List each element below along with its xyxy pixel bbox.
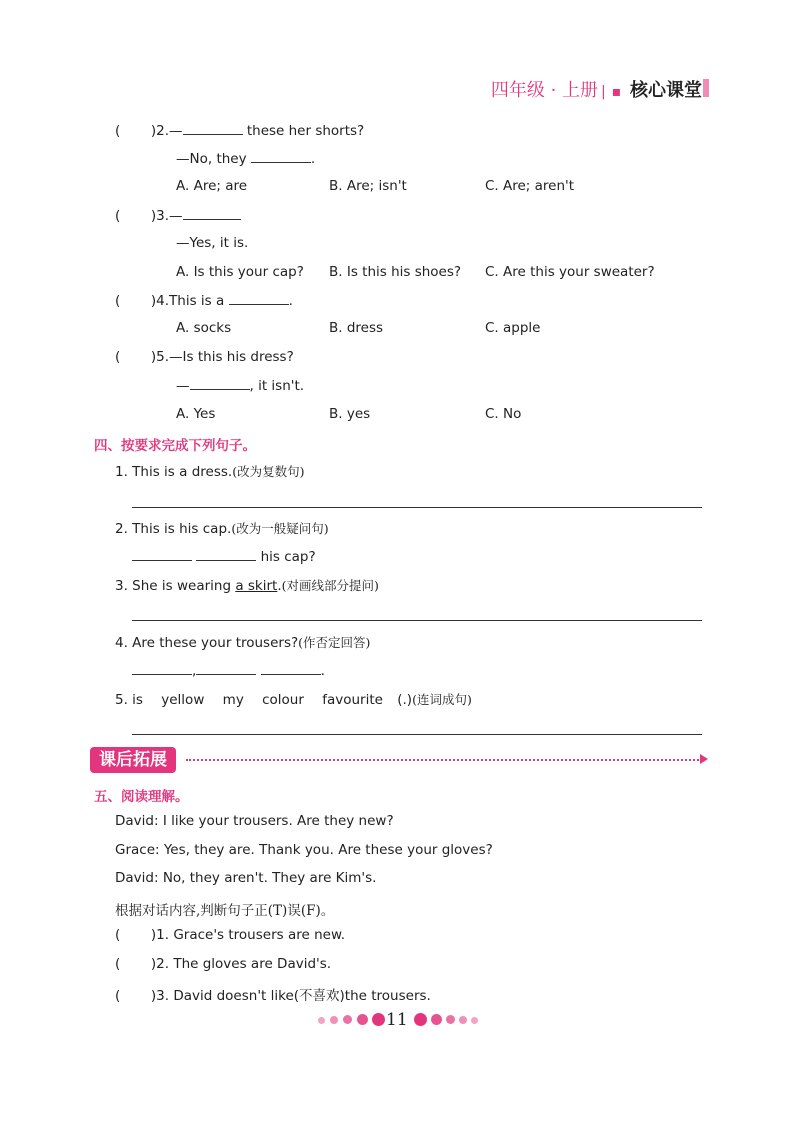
answer-row-2: his cap? (132, 548, 316, 565)
dot (330, 1016, 338, 1024)
grade-label: 四年级 · 上册 (490, 80, 599, 101)
rewrite-question-4: 4. Are these your trousers?(作否定回答) (115, 635, 371, 651)
judge-item: ( )3. David doesn't like(不喜欢)the trousers. (115, 988, 431, 1004)
answer-line[interactable] (132, 507, 702, 508)
judge-item: ( )1. Grace's trousers are new. (115, 927, 346, 943)
arrow-right-icon (700, 754, 708, 764)
page-header (491, 76, 702, 102)
answer-bracket-space[interactable] (125, 208, 147, 220)
dot (459, 1016, 467, 1024)
fill-blank[interactable] (183, 207, 241, 220)
rewrite-question-5: 5. is yellow my colour favourite (.)(连词成句) (115, 692, 472, 708)
fill-blank[interactable] (183, 122, 243, 135)
question-row: ( )5.—Is this his dress? (115, 349, 294, 365)
answer-line[interactable] (132, 620, 702, 621)
judge-item: ( )2. The gloves are David's. (115, 956, 332, 972)
dot (446, 1015, 455, 1024)
question-row: ( )4.This is a . (115, 293, 293, 309)
dot (431, 1014, 442, 1025)
header-bullet-icon: ▪ (611, 84, 622, 100)
fill-blank[interactable] (132, 548, 192, 561)
question-line2: —No, they . (176, 151, 316, 167)
underlined-phrase: a skirt (235, 578, 278, 594)
option-b: B. yes (329, 406, 371, 422)
fill-blank[interactable] (190, 377, 250, 390)
extension-banner (90, 747, 182, 773)
answer-line[interactable] (132, 734, 702, 735)
option-a: A. Are; are (176, 178, 248, 194)
dot (471, 1017, 478, 1024)
fill-blank[interactable] (261, 662, 321, 675)
dot (372, 1013, 385, 1026)
option-a: A. Yes (176, 406, 216, 422)
section-4-title: 四、按要求完成下列句子。 (94, 438, 256, 454)
dialogue-line: Grace: Yes, they are. Thank you. Are these your gloves? (115, 842, 493, 858)
dot (357, 1014, 368, 1025)
question-row: ( )2.— these her shorts? (115, 123, 365, 139)
question-line2: — , it isn't. (176, 378, 305, 394)
rewrite-question-1: 1. This is a dress.(改为复数句) (115, 464, 305, 480)
book-title: 核心课堂 (630, 80, 702, 101)
banner-label: 课后拓展 (90, 747, 176, 773)
answer-bracket-space[interactable] (125, 927, 147, 939)
dialogue-line: David: I like your trousers. Are they new? (115, 813, 394, 829)
answer-bracket-space[interactable] (125, 293, 147, 305)
fill-blank[interactable] (132, 662, 192, 675)
answer-bracket-space[interactable] (125, 123, 147, 135)
fill-blank[interactable] (229, 292, 289, 305)
option-b: B. dress (329, 320, 384, 336)
fill-blank[interactable] (251, 150, 311, 163)
rewrite-question-3: 3. She is wearing a skirt.(对画线部分提问) (115, 578, 379, 594)
option-a: A. socks (176, 320, 232, 336)
question-line2: —Yes, it is. (176, 235, 249, 251)
header-accent-bar (703, 79, 709, 97)
option-a: A. Is this your cap? (176, 264, 304, 280)
banner-dotted-line (186, 759, 702, 761)
answer-bracket-space[interactable] (125, 988, 147, 1000)
option-c: C. apple (485, 320, 541, 336)
option-b: B. Are; isn't (329, 178, 407, 194)
section-5-title: 五、阅读理解。 (94, 789, 189, 805)
answer-bracket-space[interactable] (125, 956, 147, 968)
option-c: C. No (485, 406, 522, 422)
dot (318, 1017, 325, 1024)
answer-row-4: , . (132, 662, 325, 679)
answer-bracket-space[interactable] (125, 349, 147, 361)
dialogue-line: David: No, they aren't. They are Kim's. (115, 870, 377, 886)
dot (343, 1015, 352, 1024)
fill-blank[interactable] (196, 548, 256, 561)
question-row: ( )3.— (115, 207, 241, 224)
option-c: C. Are this your sweater? (485, 264, 655, 280)
header-separator: | (601, 84, 606, 100)
option-b: B. Is this his shoes? (329, 264, 462, 280)
option-c: C. Are; aren't (485, 178, 575, 194)
fill-blank[interactable] (196, 662, 256, 675)
instruction: 根据对话内容,判断句子正(T)误(F)。 (115, 903, 335, 919)
page-number: 11 (386, 1010, 408, 1030)
rewrite-question-2: 2. This is his cap.(改为一般疑问句) (115, 521, 329, 537)
dot (414, 1013, 427, 1026)
